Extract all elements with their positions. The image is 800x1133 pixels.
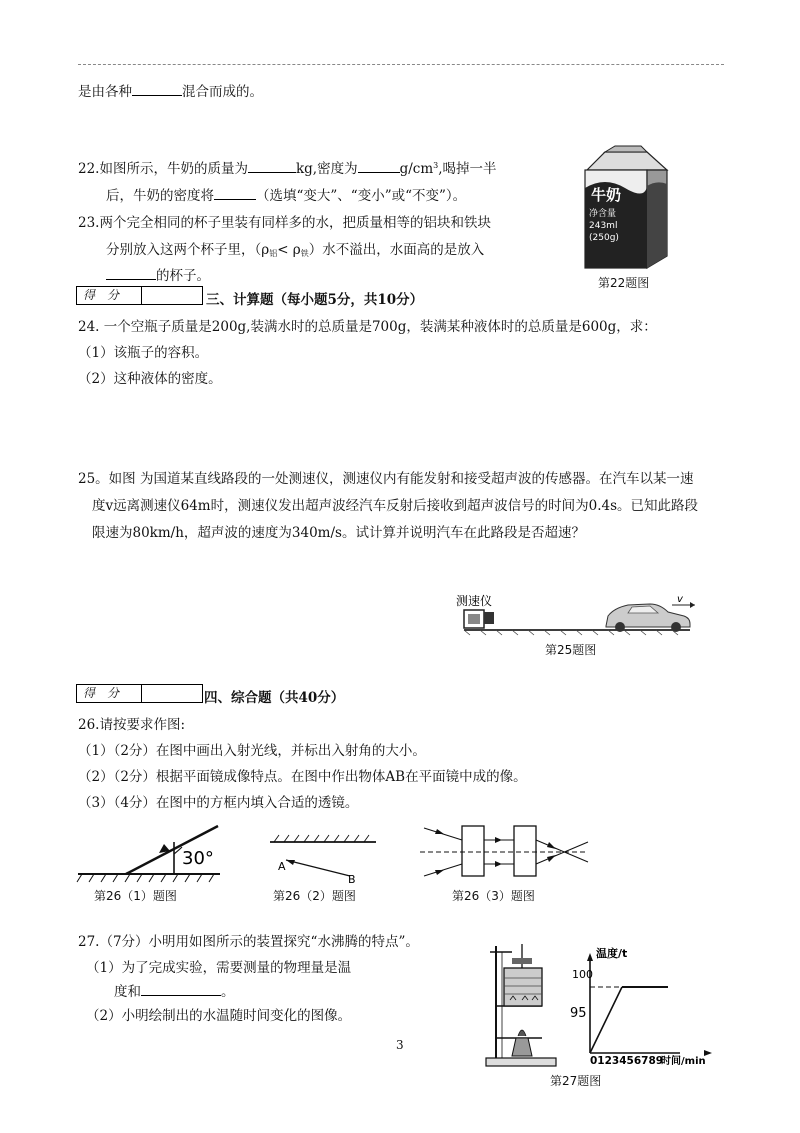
q22-text: （选填“变大”、“变小”或“不变”）。 bbox=[256, 188, 467, 204]
q23-line1: 23.两个完全相同的杯子里装有同样多的水，把质量相等的铝块和铁块 bbox=[78, 215, 491, 231]
q22-text: 22.如图所示，牛奶的质量为 bbox=[78, 161, 248, 177]
q26-part3: （3）（4分）在图中的方框内填入合适的透镜。 bbox=[78, 795, 359, 811]
q23-text: 分别放入这两个杯子里，（ρ bbox=[106, 242, 270, 258]
graph-x-label: 时间/min bbox=[661, 1056, 706, 1067]
q25-line3: 限速为80km/h，超声波的速度为340m/s。试计算并说明汽车在此路段是否超速？ bbox=[92, 525, 585, 541]
q26-caption-3: 第26（3）题图 bbox=[452, 889, 535, 903]
carton-label: 243ml bbox=[589, 221, 618, 231]
q22-text: 后，牛奶的密度将 bbox=[106, 188, 214, 204]
carton-label: 牛奶 bbox=[591, 186, 622, 204]
q23-subscript: 铁 bbox=[300, 249, 309, 258]
q23-line3 bbox=[106, 264, 210, 284]
continuation-post: 混合而成的。 bbox=[182, 84, 263, 100]
answer-blank[interactable] bbox=[132, 83, 182, 96]
score-field[interactable] bbox=[142, 685, 202, 702]
boiling-apparatus-figure bbox=[482, 938, 567, 1070]
q23-text: < ρ bbox=[277, 242, 301, 258]
x-ticks: 0123456789 bbox=[590, 1055, 664, 1067]
carton-label: 净含量 bbox=[589, 209, 617, 219]
q22-caption: 第22题图 bbox=[598, 276, 650, 290]
q27-part1-cont bbox=[114, 980, 235, 1000]
q25-line2: 度v远离测速仪64m时，测速仪发出超声波经汽车反射后接收到超声波信号的时间为0.4s。已知此路段 bbox=[92, 498, 699, 514]
continuation-line bbox=[78, 80, 263, 100]
q24-line1: 24. 一个空瓶子质量是200g,装满水时的总质量是700g，装满某种液体时的总质量是600g，求： bbox=[78, 319, 657, 335]
reflection-figure bbox=[78, 820, 228, 885]
answer-blank[interactable] bbox=[248, 160, 296, 173]
answer-blank[interactable] bbox=[214, 187, 256, 200]
q25-caption: 第25题图 bbox=[545, 643, 597, 657]
q24-part2: （2）这种液体的密度。 bbox=[78, 371, 222, 387]
section4-title: 四、综合题（共40分） bbox=[204, 690, 345, 706]
q22-line2 bbox=[106, 184, 466, 204]
point-a-label: A bbox=[278, 860, 286, 873]
q27-text: 。 bbox=[221, 984, 235, 1000]
milk-carton-figure bbox=[575, 148, 680, 273]
q23-text: 的杯子。 bbox=[156, 268, 210, 284]
y-tick-100: 100 bbox=[572, 968, 593, 981]
answer-blank[interactable] bbox=[358, 160, 400, 173]
q25-line1: 25。如图 为国道某直线路段的一处测速仪，测速仪内有能发射和接受超声波的传感器。在汽车以某一速 bbox=[78, 471, 694, 487]
velocity-label: v bbox=[677, 594, 683, 605]
q22-unit: g/cm bbox=[399, 161, 434, 177]
q23-subscript: 铝 bbox=[269, 249, 278, 258]
answer-blank[interactable] bbox=[106, 267, 156, 280]
q22-line1 bbox=[78, 157, 497, 177]
score-box bbox=[76, 684, 203, 703]
q26-intro: 26.请按要求作图: bbox=[78, 717, 186, 733]
q24-part1: （1）该瓶子的容积。 bbox=[78, 345, 209, 361]
q23-line2 bbox=[106, 238, 484, 259]
q26-part1: （1）（2分）在图中画出入射光线，并标出入射角的大小。 bbox=[78, 743, 426, 759]
score-box bbox=[76, 286, 203, 305]
angle-label: 30° bbox=[182, 848, 214, 869]
q26-caption-2: 第26（2）题图 bbox=[273, 889, 356, 903]
mirror-figure bbox=[266, 830, 381, 885]
score-field[interactable] bbox=[142, 287, 202, 304]
q27-intro: 27.（7分）小明用如图所示的装置探究“水沸腾的特点”。 bbox=[78, 934, 419, 950]
q26-caption-1: 第26（1）题图 bbox=[94, 889, 177, 903]
section3-title: 三、计算题（每小题5分，共10分） bbox=[206, 292, 424, 308]
temperature-time-graph bbox=[560, 945, 720, 1065]
y-tick-95: 95 bbox=[570, 1006, 587, 1021]
continuation-pre: 是由各种 bbox=[78, 84, 132, 100]
q26-part2: （2）（2分）根据平面镜成像特点。在图中作出物体AB在平面镜中成的像。 bbox=[78, 769, 527, 785]
answer-blank[interactable] bbox=[141, 983, 221, 996]
carton-label: (250g) bbox=[589, 233, 619, 243]
q27-caption: 第27题图 bbox=[550, 1074, 602, 1088]
score-label: 得 分 bbox=[77, 287, 142, 304]
speed-detector-figure bbox=[450, 592, 700, 637]
q22-text: kg,密度为 bbox=[295, 161, 358, 177]
graph-y-label: 温度/t bbox=[596, 947, 628, 960]
page-number: 3 bbox=[396, 1038, 404, 1052]
q27-part2: （2）小明绘制出的水温随时间变化的图像。 bbox=[86, 1008, 352, 1024]
q22-text: ,喝掉一半 bbox=[438, 161, 497, 177]
header-rule bbox=[78, 64, 724, 65]
q27-text: 度和 bbox=[114, 984, 141, 1000]
q22-unit-exponent: 3 bbox=[433, 161, 439, 170]
device-label: 测速仪 bbox=[456, 594, 493, 608]
point-b-label: B bbox=[348, 873, 356, 886]
score-label: 得 分 bbox=[77, 685, 142, 702]
lens-figure bbox=[420, 822, 600, 882]
q23-text: ）水不溢出，水面高的是放入 bbox=[308, 242, 485, 258]
q27-part1: （1）为了完成实验，需要测量的物理量是温 bbox=[86, 960, 352, 976]
